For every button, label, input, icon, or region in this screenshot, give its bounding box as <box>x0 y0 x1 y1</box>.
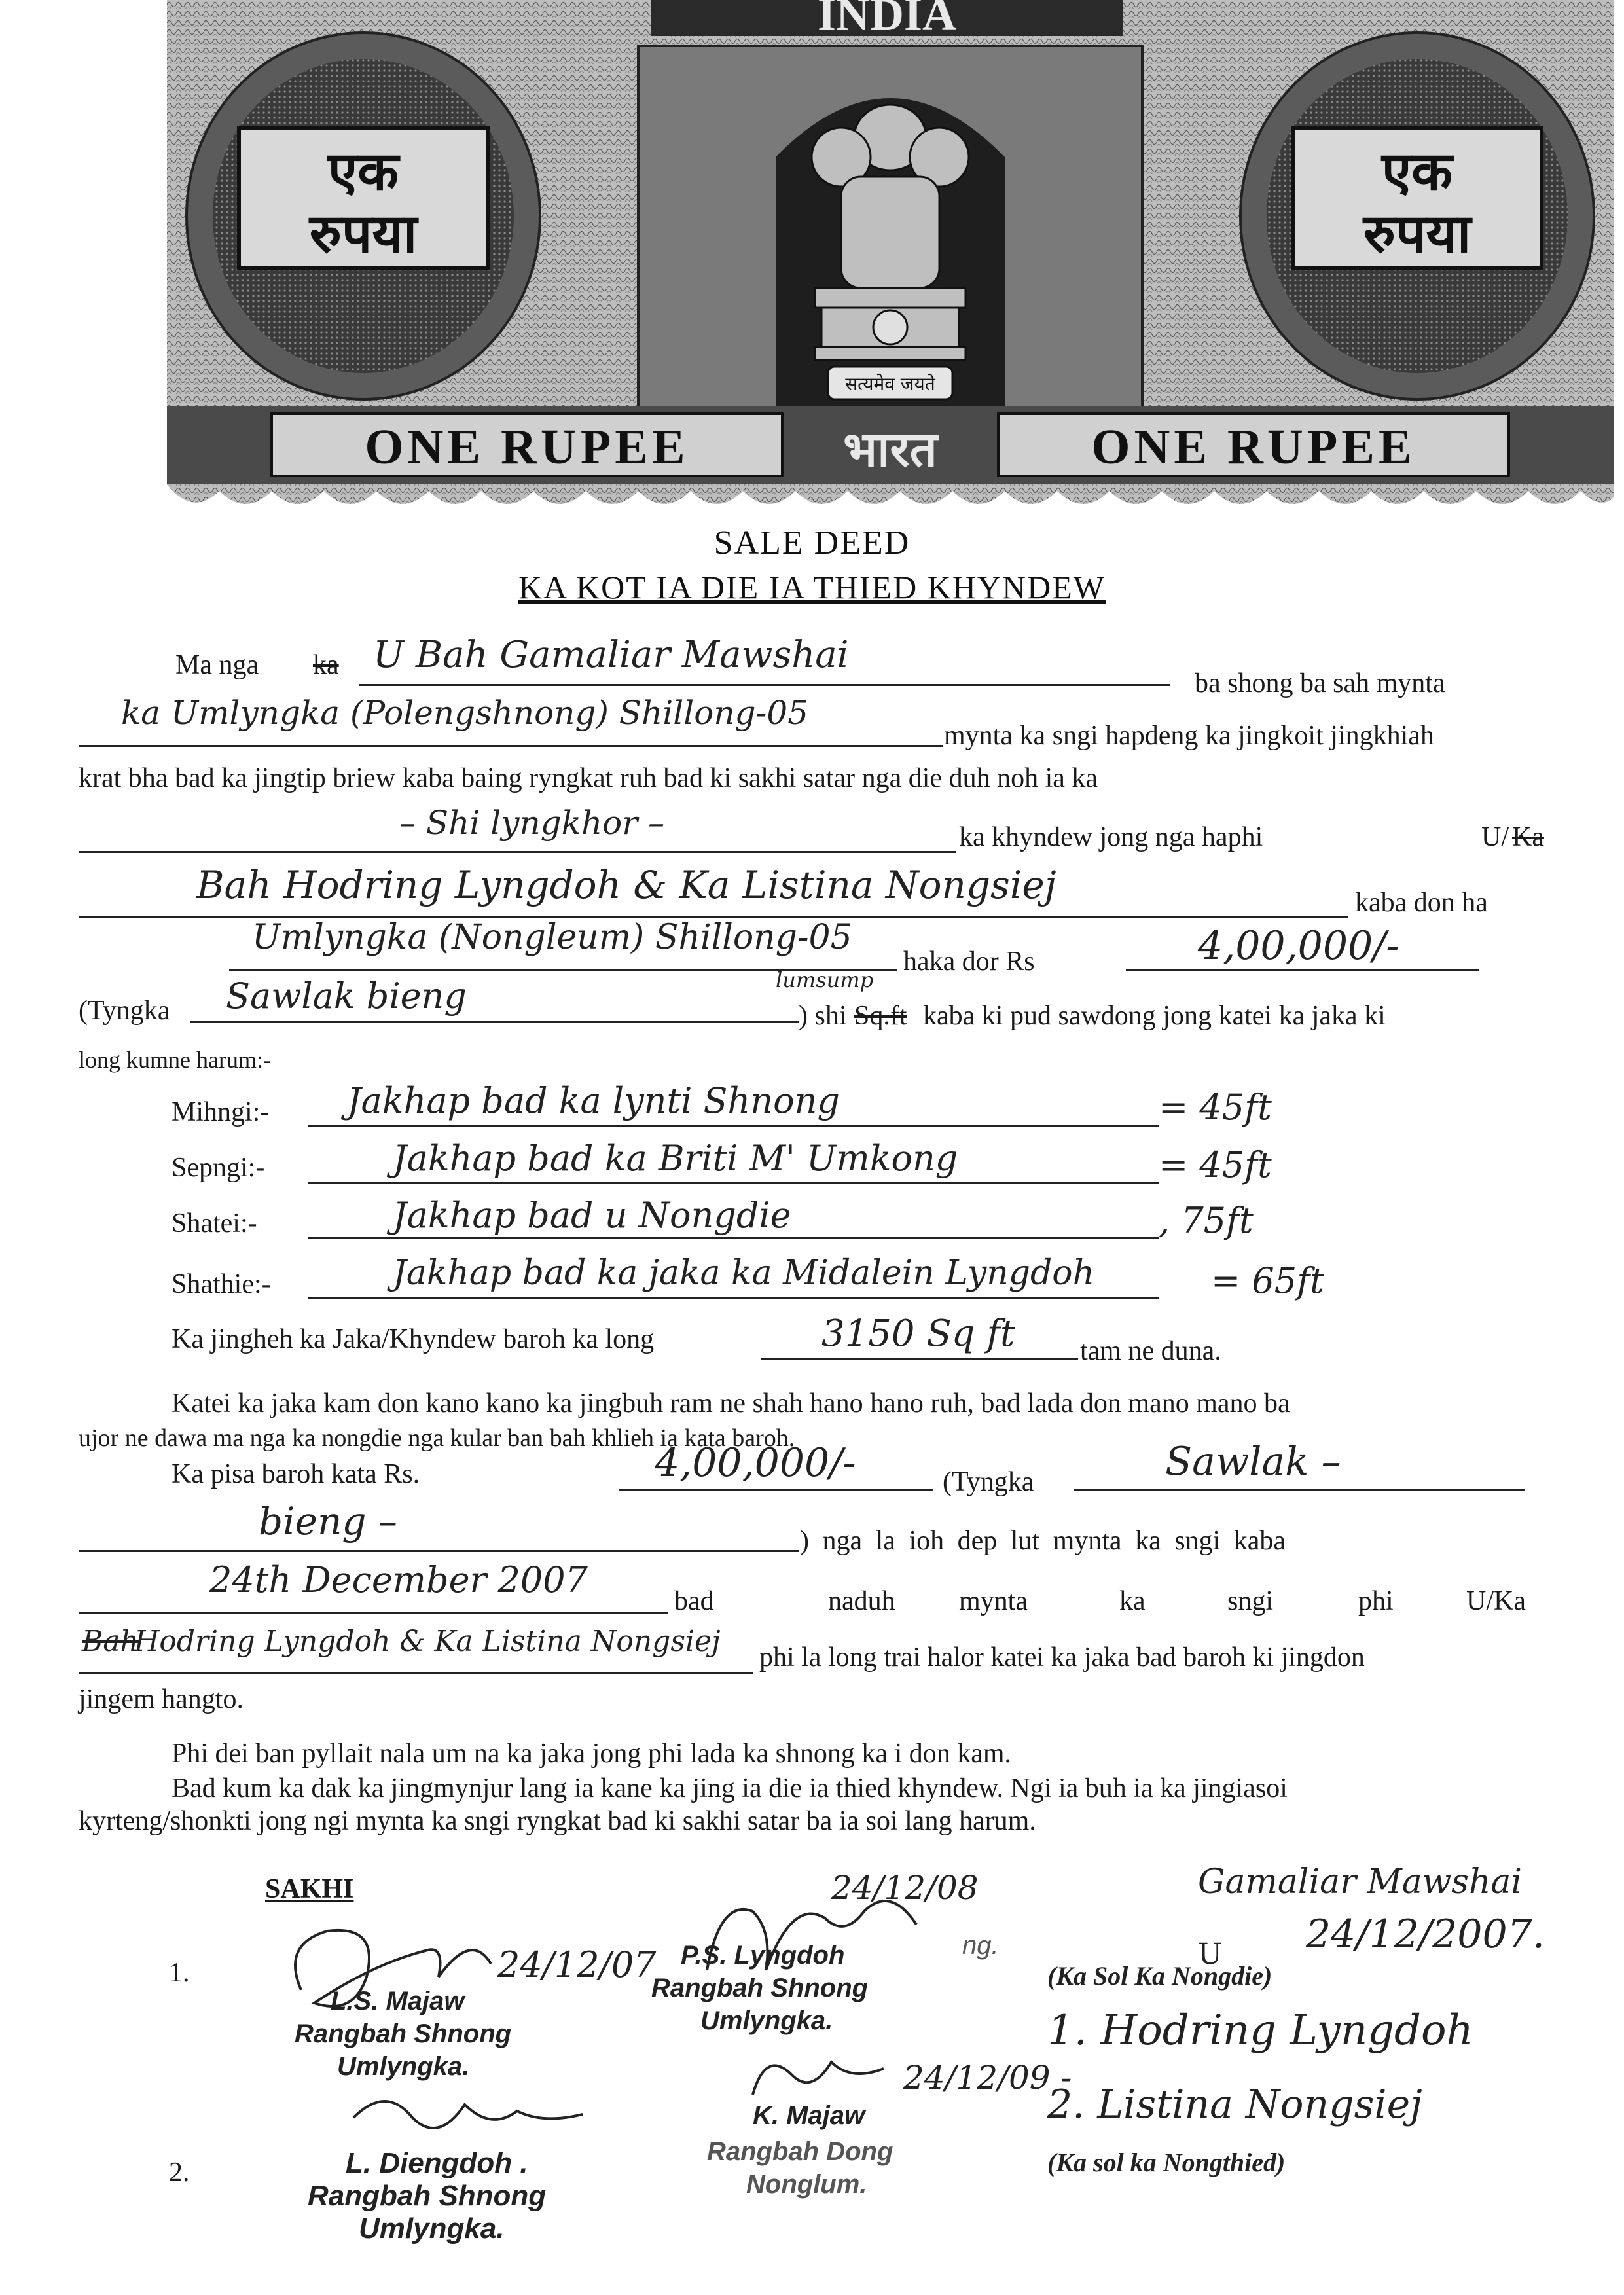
bound-hand-south: Jakhap bad ka jaka ka Midalein Lyngdoh <box>393 1254 1095 1293</box>
payment-words-hand: Sawlak – <box>1165 1439 1341 1485</box>
witness1-name: L.S. Majaw <box>331 1987 465 2015</box>
price-amount-hand: 4,00,000/- <box>1198 923 1399 969</box>
para2-line1: Katei ka jaka kam don kano kano ka jingbuh ram ne shah hano hano ruh, bad lada don mano mano ba <box>171 1388 1290 1419</box>
payment-l5: jingem hangto. <box>79 1684 244 1714</box>
payment-buyers-hand: Hodring Lyngdoh & Ka Listina Nongsiej <box>134 1625 721 1658</box>
line2-suffix: mynta ka sngi hapdeng ka jingkoit jingkhiah <box>944 721 1434 751</box>
payment-date-hand: 24th December 2007 <box>209 1559 588 1600</box>
stamp-bottom-center: भारत <box>843 422 937 478</box>
buyer1-signature: 1. Hodring Lyngdoh <box>1047 2006 1473 2055</box>
payment-l3-w6: phi <box>1358 1586 1394 1616</box>
stamp-right-word2: रुपया <box>1363 203 1471 265</box>
heading-khasi: KA KOT IA DIE IA THIED KHYNDEW <box>518 569 1106 605</box>
seller-u: U <box>1198 1938 1223 1971</box>
line5-suffix: kaba don ha <box>1355 888 1488 918</box>
sakhi-heading: SAKHI <box>265 1874 354 1904</box>
seller-address-hand: ka Umlyngka (Polengshnong) Shillong-05 <box>121 694 809 732</box>
line4-uka: U/ <box>1481 822 1509 852</box>
payment-amount-hand: 4,00,000/- <box>655 1440 856 1486</box>
revenue-stamp <box>167 0 1614 517</box>
line1-prefix: Ma nga <box>175 650 259 680</box>
witness1-date: 24/12/07 <box>497 1944 657 1985</box>
seller-caption: (Ka Sol Ka Nongdie) <box>1047 1961 1272 1991</box>
bound-label-north: Shatei:- <box>171 1208 257 1238</box>
stamp-left-word2: रुपया <box>309 203 418 265</box>
bound-measure-east: = 45ft <box>1159 1087 1272 1128</box>
center1-date: 24/12/08 <box>831 1869 979 1907</box>
line8-text: long kumne harum:- <box>79 1047 271 1073</box>
para2-line2: ujor ne dawa ma nga ka nongdie nga kular ban bah khlieh ia kata baroh. <box>79 1424 795 1452</box>
payment-l3-w1: bad <box>674 1586 714 1616</box>
witness2-signature <box>347 2078 622 2157</box>
heading-sale-deed: SALE DEED <box>713 524 911 562</box>
stamp-top-text: INDIA <box>817 0 957 41</box>
bound-hand-east: Jakhap bad ka lynti Shnong <box>347 1080 840 1121</box>
line4-suffix: ka khyndew jong nga haphi <box>959 822 1263 852</box>
payment-l2-suffix: ) nga la ioh dep lut mynta ka sngi kaba <box>800 1526 1286 1556</box>
payment-tyngka: (Tyngka <box>943 1467 1034 1497</box>
payment-l1-prefix: Ka pisa baroh kata Rs. <box>171 1459 420 1489</box>
center1-name: P.S. Lyngdoh <box>681 1941 845 1970</box>
line1-suffix: ba shong ba sah mynta <box>1195 668 1445 698</box>
payment-l3-w7: U/Ka <box>1466 1586 1526 1616</box>
witness-num-2: 2. <box>169 2158 190 2188</box>
stamp-right-word1: एक <box>1381 141 1453 203</box>
stamp-bottom-right: ONE RUPEE <box>1091 420 1416 475</box>
area-hand: 3150 Sq ft <box>821 1312 1015 1355</box>
line7-prefix: (Tyngka <box>79 996 170 1026</box>
line4-struck: Ka <box>1512 822 1544 852</box>
seller-date: 24/12/2007. <box>1306 1911 1545 1957</box>
payment-l4-suffix: phi la long trai halor katei ka jaka bad baroh ki jingdon <box>759 1642 1365 1672</box>
line3-text: krat bha bad ka jingtip briew kaba baing ryngkat ruh bad ki sakhi satar nga die duh noh ia ka <box>79 763 1098 793</box>
stamp-bottom-left: ONE RUPEE <box>365 420 689 475</box>
para3-line2: Bad kum ka dak ka jingmynjur lang ia kane ka jing ia die ia thied khyndew. Ngi ia buh ia ka jingiasoi <box>171 1773 1288 1803</box>
area-suffix: tam ne duna. <box>1080 1336 1221 1366</box>
line7-suffix: kaba ki pud sawdong jong katei ka jaka ki <box>923 1001 1386 1031</box>
bound-measure-south: = 65ft <box>1211 1260 1324 1301</box>
center2-place: Nonglum. <box>746 2170 867 2199</box>
bound-measure-north: , 75ft <box>1159 1200 1254 1241</box>
seller-signature: Gamaliar Mawshai <box>1198 1862 1523 1902</box>
line7-shi: ) shi <box>799 1001 847 1031</box>
line6-mid: haka dor Rs <box>903 947 1035 977</box>
payment-words2-hand: bieng – <box>259 1499 397 1544</box>
center1-place: Umlyngka. <box>700 2006 833 2035</box>
buyer-caption: (Ka sol ka Nongthied) <box>1047 2148 1286 2177</box>
center2-name: K. Majaw <box>753 2101 865 2130</box>
stamp-motto: सत्यमेव जयते <box>845 373 935 395</box>
area-prefix: Ka jingheh ka Jaka/Khyndew baroh ka long <box>171 1324 655 1354</box>
buyer2-signature: 2. Listina Nongsiej <box>1047 2082 1422 2127</box>
line7-struck: Sq.ft <box>854 1001 907 1031</box>
witness-num-1: 1. <box>169 1958 190 1988</box>
witness2-role: Rangbah Shnong <box>308 2180 547 2212</box>
center1-role: Rangbah Shnong <box>651 1974 869 2002</box>
bound-label-south: Shathie:- <box>171 1269 271 1299</box>
land-qty-hand: – Shi lyngkhor – <box>399 804 665 842</box>
seller-name-hand: U Bah Gamaliar Mawshai <box>373 634 849 676</box>
para3-line3: kyrteng/shonkti jong ngi mynta ka sngi ryngkat bad ki sakhi satar ba ia soi lang harum. <box>79 1806 1036 1836</box>
para3-line1: Phi dei ban pyllait nala um na ka jaka jong phi lada ka shnong ka i don kam. <box>171 1739 1012 1769</box>
bound-hand-north: Jakhap bad u Nongdie <box>393 1195 791 1236</box>
bound-label-west: Sepngi:- <box>171 1153 265 1183</box>
buyer-address-hand: Umlyngka (Nongleum) Shillong-05 <box>252 918 852 957</box>
witness2-name: L. Diengdoh . <box>346 2147 528 2179</box>
price-words-hand: Sawlak bieng <box>226 975 467 1017</box>
line1-struck: ka <box>313 650 339 680</box>
witness2-place: Umlyngka. <box>359 2213 505 2245</box>
bound-hand-west: Jakhap bad ka Briti M' Umkong <box>393 1138 958 1179</box>
payment-l3-w3: mynta <box>959 1586 1028 1616</box>
center1-extra: ng. <box>962 1931 999 1960</box>
center2-date: 24/12/09 - <box>903 2059 1072 2097</box>
payment-l4-struck: Bah <box>82 1625 139 1658</box>
buyer-names-hand: Bah Hodring Lyngdoh & Ka Listina Nongsiej <box>196 863 1056 907</box>
payment-l3-w5: sngi <box>1227 1586 1274 1616</box>
lumsump-insert-hand: lumsump <box>776 967 874 992</box>
payment-l3-w4: ka <box>1119 1586 1146 1616</box>
stamp-left-word1: एक <box>327 141 399 203</box>
payment-l3-w2: naduh <box>828 1586 895 1616</box>
witness1-place: Umlyngka. <box>337 2052 470 2081</box>
bound-label-east: Mihngi:- <box>171 1097 270 1127</box>
bound-measure-west: = 45ft <box>1159 1144 1272 1185</box>
witness1-role: Rangbah Shnong <box>295 2019 512 2048</box>
center2-role: Rangbah Dong <box>707 2137 893 2166</box>
